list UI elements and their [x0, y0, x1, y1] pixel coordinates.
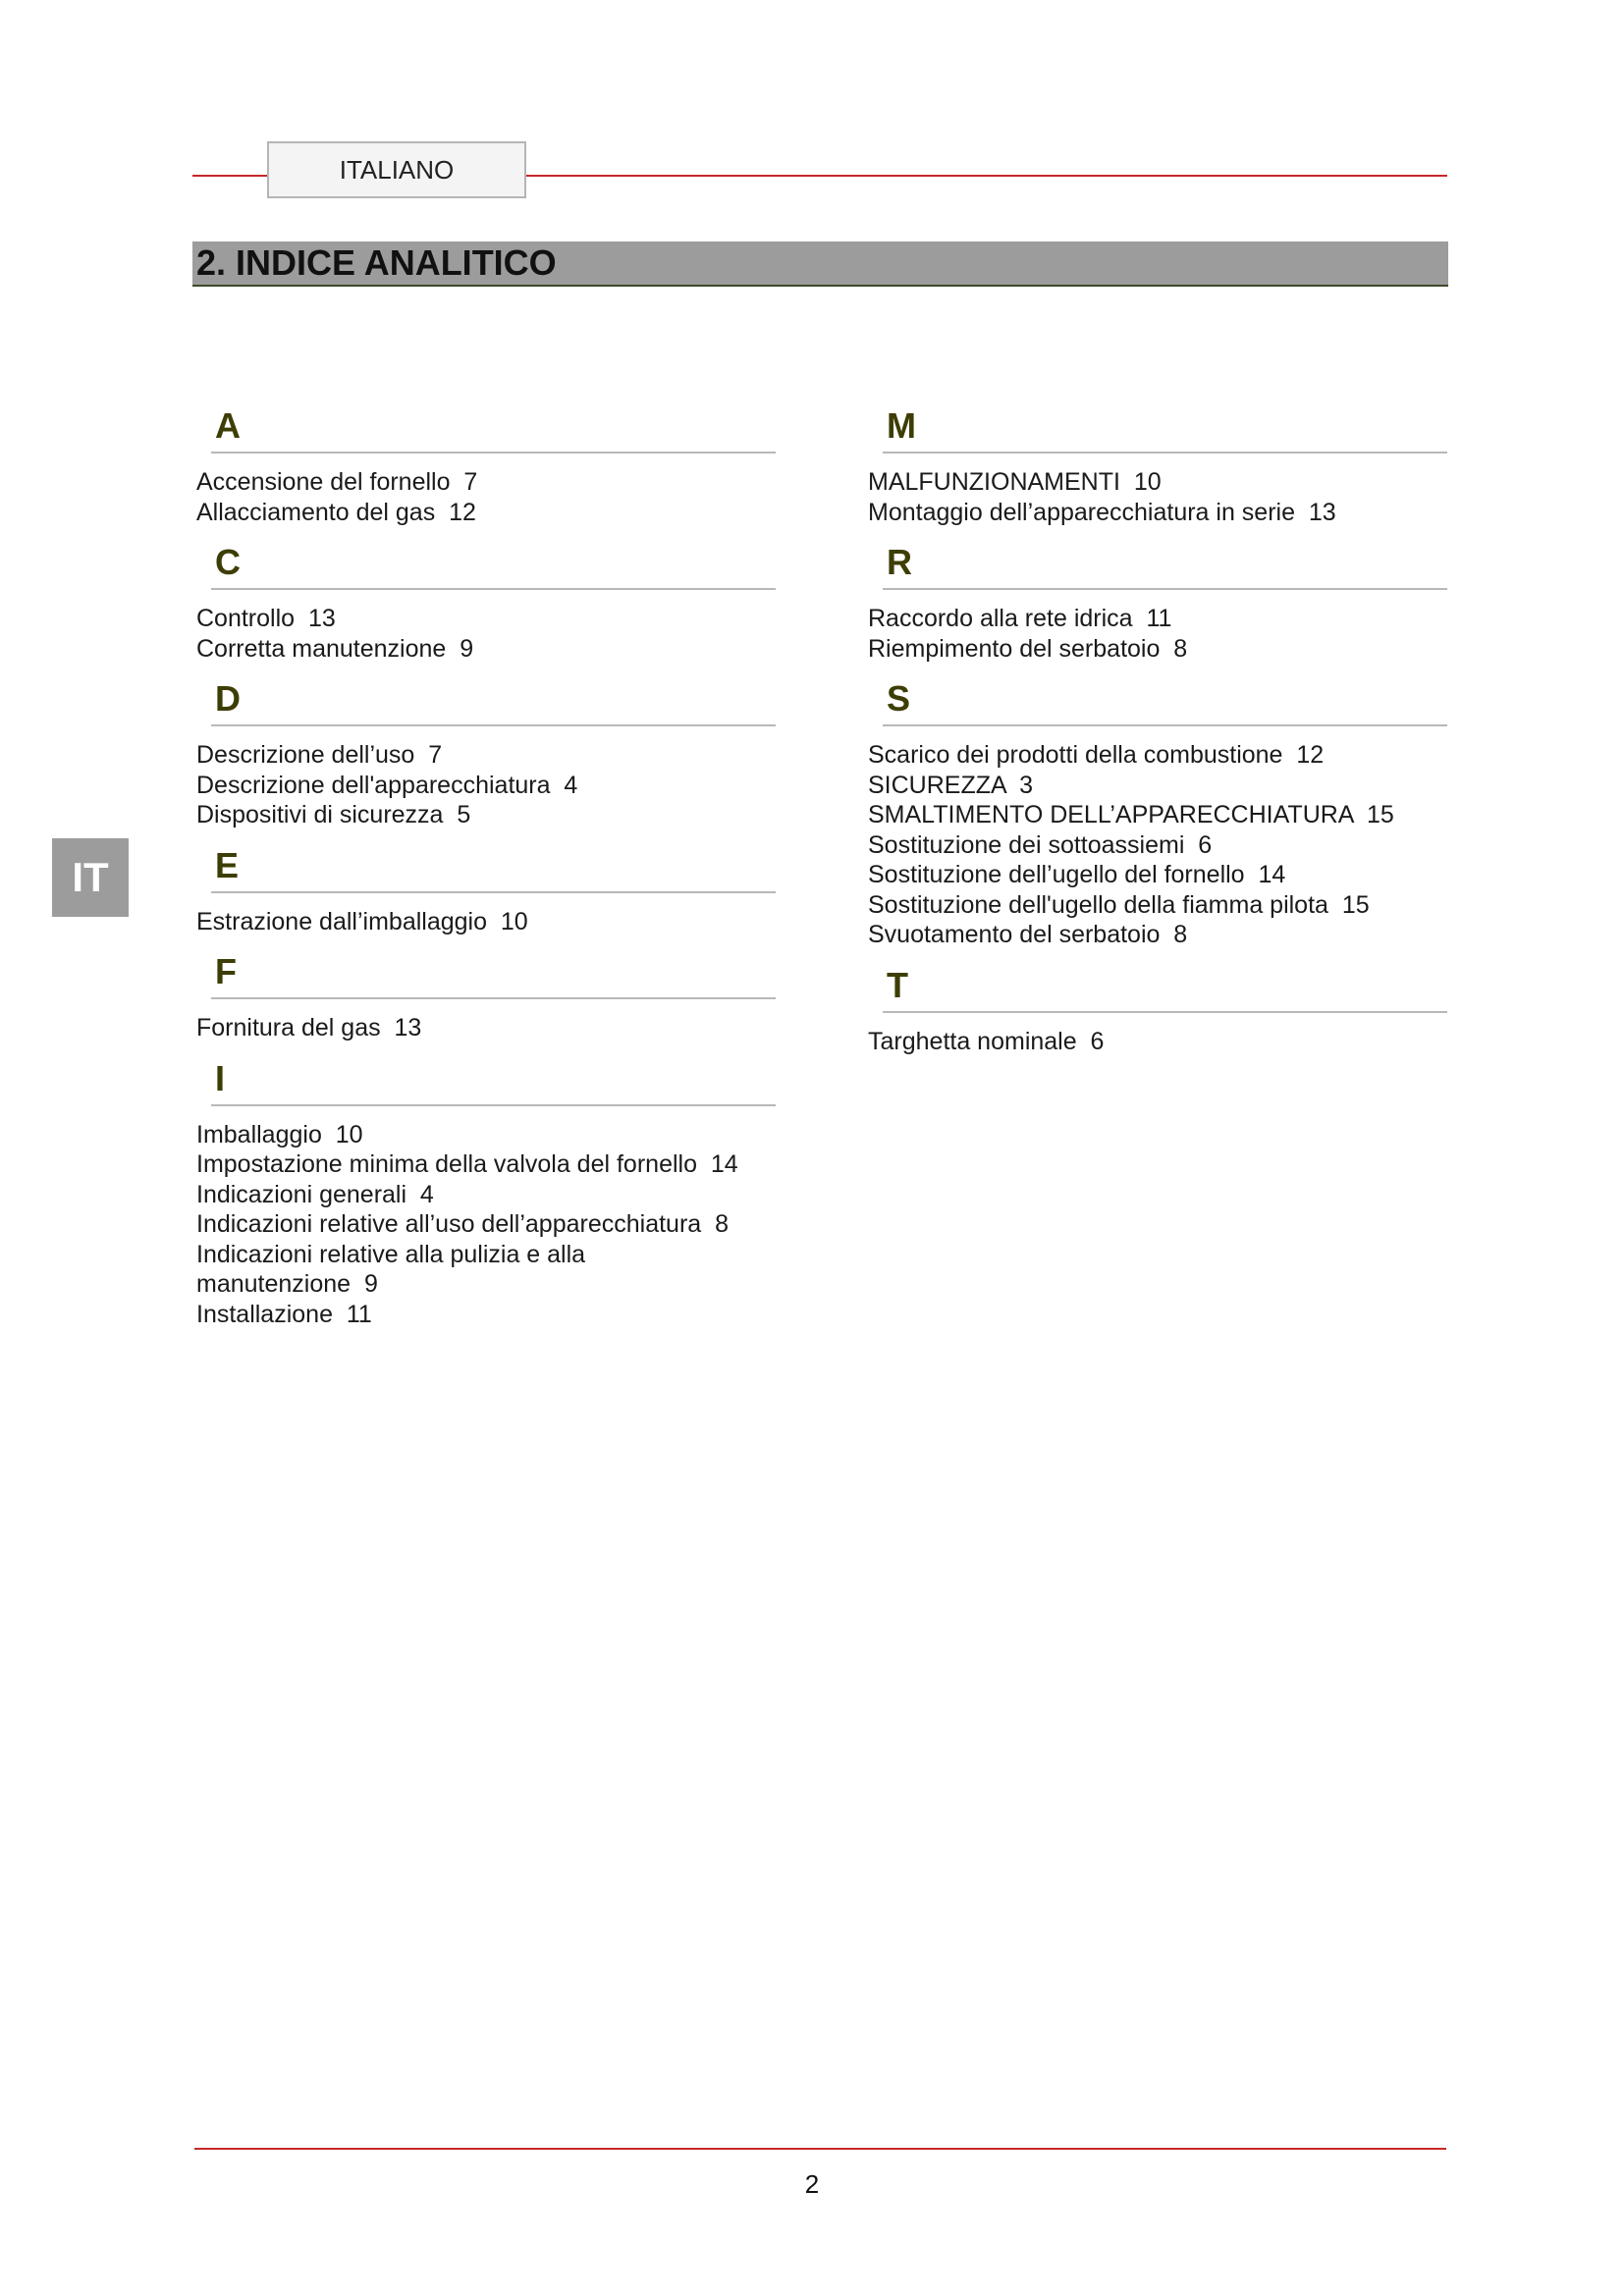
language-tab: ITALIANO — [267, 141, 526, 198]
index-entry-list — [196, 467, 776, 527]
index-entry: Sostituzione dell’ugello del fornello 14 — [868, 861, 1286, 888]
index-entry: Sostituzione dei sottoassiemi 6 — [868, 830, 1213, 859]
index-entry: Raccordo alla rete idrica 11 — [868, 605, 1172, 632]
index-column-right — [868, 404, 1447, 1070]
index-entry-list — [868, 740, 1447, 950]
index-letter-heading: I — [211, 1057, 776, 1106]
index-entry: Scarico dei prodotti della combustione 12 — [868, 741, 1325, 769]
index-entry-list — [196, 907, 776, 937]
index-entry: Riempimento del serbatoio 8 — [868, 634, 1188, 663]
index-entry: Targhetta nominale 6 — [868, 1027, 1105, 1055]
index-entry: Indicazioni relative all’uso dell’apparecchiatura 8 — [196, 1210, 729, 1238]
index-entry: Indicazioni generali 4 — [196, 1180, 434, 1208]
index-entry-list — [196, 1013, 776, 1043]
index-entry: Accensione del fornello 7 — [196, 468, 478, 496]
index-entry: Dispositivi di sicurezza 5 — [196, 801, 471, 828]
index-entry-list — [868, 467, 1447, 527]
index-entry: Impostazione minima della valvola del fornello 14 — [196, 1150, 738, 1178]
index-entry: Corretta manutenzione 9 — [196, 634, 474, 663]
page-number: 2 — [804, 2169, 820, 2199]
index-entry: Controllo 13 — [196, 605, 336, 632]
index-entry: Indicazioni relative alla pulizia e alla manutenzione 9 — [196, 1240, 586, 1298]
index-group-s — [868, 677, 1447, 950]
index-entry: Installazione 11 — [196, 1300, 372, 1328]
section-title: 2. INDICE ANALITICO — [196, 242, 557, 283]
index-group-d — [196, 677, 776, 830]
index-entry: Svuotamento del serbatoio 8 — [868, 921, 1188, 948]
index-entry: Sostituzione dell'ugello della fiamma pilota 15 — [868, 890, 1370, 919]
index-entry: SICUREZZA 3 — [868, 771, 1034, 799]
index-entry: Descrizione dell'apparecchiatura 4 — [196, 771, 578, 799]
index-entry-list — [868, 604, 1447, 664]
index-entry-list — [196, 604, 776, 664]
index-group-c — [196, 541, 776, 664]
index-entry: Descrizione dell’uso 7 — [196, 741, 443, 769]
index-group-t — [868, 964, 1447, 1057]
index-group-a — [196, 404, 776, 527]
index-letter-heading: C — [211, 541, 776, 590]
index-entry: Montaggio dell’apparecchiatura in serie 13 — [868, 498, 1336, 526]
index-group-m — [868, 404, 1447, 527]
index-entry-list — [196, 740, 776, 830]
index-group-r — [868, 541, 1447, 664]
index-letter-heading: F — [211, 950, 776, 999]
index-entry: MALFUNZIONAMENTI 10 — [868, 468, 1162, 496]
index-letter-heading: M — [883, 404, 1447, 454]
language-side-tab: IT — [52, 838, 129, 917]
index-group-f — [196, 950, 776, 1043]
index-letter-heading: R — [883, 541, 1447, 590]
index-entry: SMALTIMENTO DELL’APPARECCHIATURA 15 — [868, 801, 1394, 828]
index-group-e — [196, 844, 776, 937]
index-letter-heading: S — [883, 677, 1447, 726]
index-group-i — [196, 1057, 776, 1330]
index-entry-list — [196, 1120, 776, 1330]
index-entry: Fornitura del gas 13 — [196, 1014, 422, 1041]
footer-rule — [194, 2148, 1446, 2150]
index-letter-heading: A — [211, 404, 776, 454]
index-entry: Imballaggio 10 — [196, 1120, 363, 1148]
index-entry: Estrazione dall’imballaggio 10 — [196, 907, 528, 935]
index-entry: Allacciamento del gas 12 — [196, 498, 476, 526]
index-letter-heading: E — [211, 844, 776, 893]
index-entry-list — [868, 1027, 1447, 1057]
index-letter-heading: D — [211, 677, 776, 726]
index-column-left — [196, 404, 776, 1343]
section-header-bar — [192, 241, 1448, 287]
index-letter-heading: T — [883, 964, 1447, 1013]
